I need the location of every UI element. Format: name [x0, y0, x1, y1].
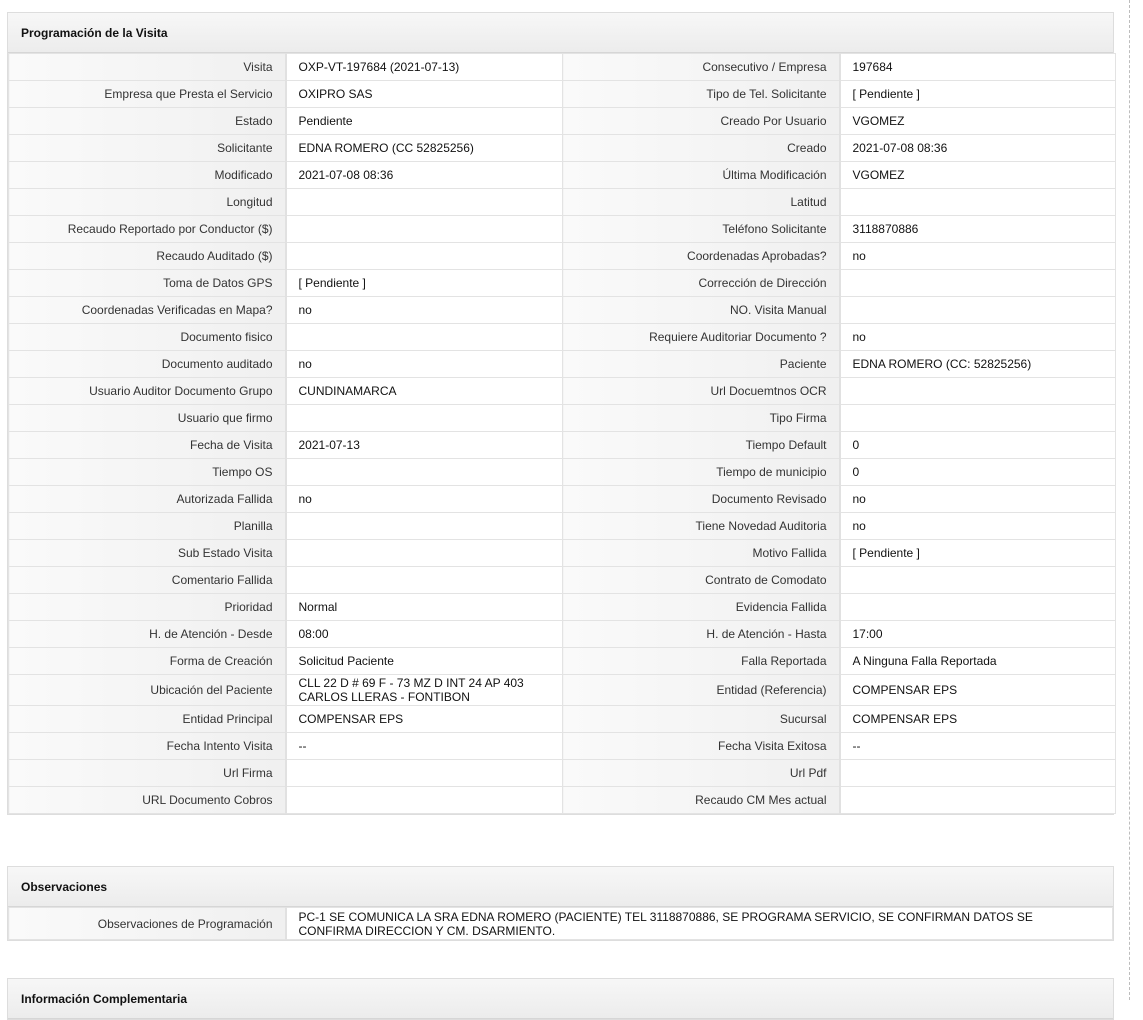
- table-row: [9, 270, 1116, 297]
- field-label: Recaudo Reportado por Conductor ($): [9, 216, 286, 243]
- field-label: Estado: [9, 108, 286, 135]
- field-value: [286, 760, 563, 787]
- field-value: [840, 270, 1116, 297]
- field-label: Contrato de Comodato: [563, 567, 840, 594]
- field-value: COMPENSAR EPS: [840, 706, 1116, 733]
- field-label: Documento auditado: [9, 351, 286, 378]
- field-value: no: [286, 351, 563, 378]
- field-value: 08:00: [286, 621, 563, 648]
- field-value: [ Pendiente ]: [840, 81, 1116, 108]
- field-label: Paciente: [563, 351, 840, 378]
- field-value: [840, 760, 1116, 787]
- field-label: Longitud: [9, 189, 286, 216]
- field-label: Prioridad: [9, 594, 286, 621]
- field-value: [840, 594, 1116, 621]
- table-row: [9, 135, 1116, 162]
- field-label: Solicitante: [9, 135, 286, 162]
- observaciones-panel: [7, 866, 1114, 941]
- table-row: [9, 675, 1116, 706]
- field-label: Autorizada Fallida: [9, 486, 286, 513]
- table-row: [9, 216, 1116, 243]
- table-row: [9, 486, 1116, 513]
- field-value: COMPENSAR EPS: [840, 675, 1116, 706]
- field-value: [286, 189, 563, 216]
- field-value: [286, 513, 563, 540]
- field-label: Url Pdf: [563, 760, 840, 787]
- table-row: [9, 162, 1116, 189]
- field-label: Recaudo Auditado ($): [9, 243, 286, 270]
- field-value: [840, 787, 1116, 814]
- programacion-table: [8, 53, 1116, 814]
- table-row: [9, 54, 1116, 81]
- field-value: 17:00: [840, 621, 1116, 648]
- field-label: Corrección de Dirección: [563, 270, 840, 297]
- field-value: [286, 405, 563, 432]
- field-value: CUNDINAMARCA: [286, 378, 563, 405]
- field-value: [ Pendiente ]: [286, 270, 563, 297]
- field-label: Última Modificación: [563, 162, 840, 189]
- field-label: Entidad Principal: [9, 706, 286, 733]
- observaciones-title: Observaciones: [8, 867, 1113, 907]
- field-value: [840, 378, 1116, 405]
- complementaria-panel: [7, 978, 1114, 1020]
- field-label: Tiene Novedad Auditoria: [563, 513, 840, 540]
- table-row: [9, 189, 1116, 216]
- table-row: [9, 540, 1116, 567]
- field-label: Url Firma: [9, 760, 286, 787]
- observaciones-table: [8, 907, 1113, 940]
- field-label: H. de Atención - Desde: [9, 621, 286, 648]
- field-label: Documento fisico: [9, 324, 286, 351]
- field-value: 3118870886: [840, 216, 1116, 243]
- field-label: Tiempo OS: [9, 459, 286, 486]
- field-label: Creado Por Usuario: [563, 108, 840, 135]
- field-label: Teléfono Solicitante: [563, 216, 840, 243]
- field-label: Fecha Intento Visita: [9, 733, 286, 760]
- field-value: no: [840, 513, 1116, 540]
- field-label: Latitud: [563, 189, 840, 216]
- table-row: [9, 378, 1116, 405]
- field-value: EDNA ROMERO (CC 52825256): [286, 135, 563, 162]
- field-value: [286, 540, 563, 567]
- field-value: [840, 297, 1116, 324]
- field-label: Empresa que Presta el Servicio: [9, 81, 286, 108]
- table-row: [9, 351, 1116, 378]
- field-label: Creado: [563, 135, 840, 162]
- table-row: [9, 324, 1116, 351]
- field-value: [840, 567, 1116, 594]
- field-value: [840, 405, 1116, 432]
- complementaria-title: Información Complementaria: [8, 979, 1113, 1019]
- field-value: [286, 787, 563, 814]
- table-row: [9, 733, 1116, 760]
- field-value: 197684: [840, 54, 1116, 81]
- field-value: no: [286, 486, 563, 513]
- field-value: no: [840, 486, 1116, 513]
- field-label: URL Documento Cobros: [9, 787, 286, 814]
- field-label: Sucursal: [563, 706, 840, 733]
- field-label: Fecha Visita Exitosa: [563, 733, 840, 760]
- field-label: Tipo Firma: [563, 405, 840, 432]
- field-value: VGOMEZ: [840, 162, 1116, 189]
- field-value: [286, 216, 563, 243]
- field-value: 2021-07-08 08:36: [286, 162, 563, 189]
- field-value: [840, 189, 1116, 216]
- field-label: Recaudo CM Mes actual: [563, 787, 840, 814]
- field-label: Toma de Datos GPS: [9, 270, 286, 297]
- field-label: Modificado: [9, 162, 286, 189]
- field-value: 2021-07-08 08:36: [840, 135, 1116, 162]
- page-scroll-rail: [1129, 0, 1130, 1000]
- table-row: [9, 432, 1116, 459]
- field-label: Visita: [9, 54, 286, 81]
- field-value: [ Pendiente ]: [840, 540, 1116, 567]
- field-label: Motivo Fallida: [563, 540, 840, 567]
- field-value: no: [840, 243, 1116, 270]
- field-label: Documento Revisado: [563, 486, 840, 513]
- field-value: A Ninguna Falla Reportada: [840, 648, 1116, 675]
- field-value: no: [286, 297, 563, 324]
- field-value: COMPENSAR EPS: [286, 706, 563, 733]
- field-value: Solicitud Paciente: [286, 648, 563, 675]
- field-value: [286, 243, 563, 270]
- field-label: Tipo de Tel. Solicitante: [563, 81, 840, 108]
- field-value: OXIPRO SAS: [286, 81, 563, 108]
- field-value: Pendiente: [286, 108, 563, 135]
- field-label: Sub Estado Visita: [9, 540, 286, 567]
- table-row: [9, 513, 1116, 540]
- programacion-title: Programación de la Visita: [8, 13, 1113, 53]
- field-value: 2021-07-13: [286, 432, 563, 459]
- table-row: [9, 621, 1116, 648]
- field-label: H. de Atención - Hasta: [563, 621, 840, 648]
- field-label: Falla Reportada: [563, 648, 840, 675]
- field-value: VGOMEZ: [840, 108, 1116, 135]
- table-row: [9, 908, 1113, 940]
- table-row: [9, 81, 1116, 108]
- field-label: Forma de Creación: [9, 648, 286, 675]
- table-row: [9, 594, 1116, 621]
- field-label: Evidencia Fallida: [563, 594, 840, 621]
- field-label: Planilla: [9, 513, 286, 540]
- table-row: [9, 459, 1116, 486]
- field-label: Fecha de Visita: [9, 432, 286, 459]
- field-value: PC-1 SE COMUNICA LA SRA EDNA ROMERO (PACIENTE) TEL 3118870886, SE PROGRAMA SERVICIO, SE CONFIRMAN DATOS SE CONFIRMA DIRECCION Y CM. DSARMIENTO.: [286, 908, 1113, 940]
- table-row: [9, 297, 1116, 324]
- field-label: Requiere Auditoriar Documento ?: [563, 324, 840, 351]
- field-label: Comentario Fallida: [9, 567, 286, 594]
- table-row: [9, 567, 1116, 594]
- field-value: EDNA ROMERO (CC: 52825256): [840, 351, 1116, 378]
- field-value: [286, 324, 563, 351]
- field-label: Ubicación del Paciente: [9, 675, 286, 706]
- field-value: OXP-VT-197684 (2021-07-13): [286, 54, 563, 81]
- field-value: CLL 22 D # 69 F - 73 MZ D INT 24 AP 403 CARLOS LLERAS - FONTIBON: [286, 675, 563, 706]
- field-label: Entidad (Referencia): [563, 675, 840, 706]
- table-row: [9, 405, 1116, 432]
- field-label: Observaciones de Programación: [9, 908, 286, 940]
- field-value: Normal: [286, 594, 563, 621]
- field-label: Tiempo de municipio: [563, 459, 840, 486]
- field-label: Coordenadas Verificadas en Mapa?: [9, 297, 286, 324]
- field-label: Coordenadas Aprobadas?: [563, 243, 840, 270]
- field-value: [286, 567, 563, 594]
- field-value: --: [286, 733, 563, 760]
- table-row: [9, 648, 1116, 675]
- programacion-panel: [7, 12, 1114, 815]
- field-value: [286, 459, 563, 486]
- field-label: Usuario que firmo: [9, 405, 286, 432]
- table-row: [9, 787, 1116, 814]
- field-value: --: [840, 733, 1116, 760]
- table-row: [9, 706, 1116, 733]
- field-value: 0: [840, 459, 1116, 486]
- field-label: NO. Visita Manual: [563, 297, 840, 324]
- table-row: [9, 760, 1116, 787]
- table-row: [9, 243, 1116, 270]
- table-row: [9, 108, 1116, 135]
- field-value: no: [840, 324, 1116, 351]
- field-label: Usuario Auditor Documento Grupo: [9, 378, 286, 405]
- field-value: 0: [840, 432, 1116, 459]
- field-label: Tiempo Default: [563, 432, 840, 459]
- field-label: Url Docuemtnos OCR: [563, 378, 840, 405]
- field-label: Consecutivo / Empresa: [563, 54, 840, 81]
